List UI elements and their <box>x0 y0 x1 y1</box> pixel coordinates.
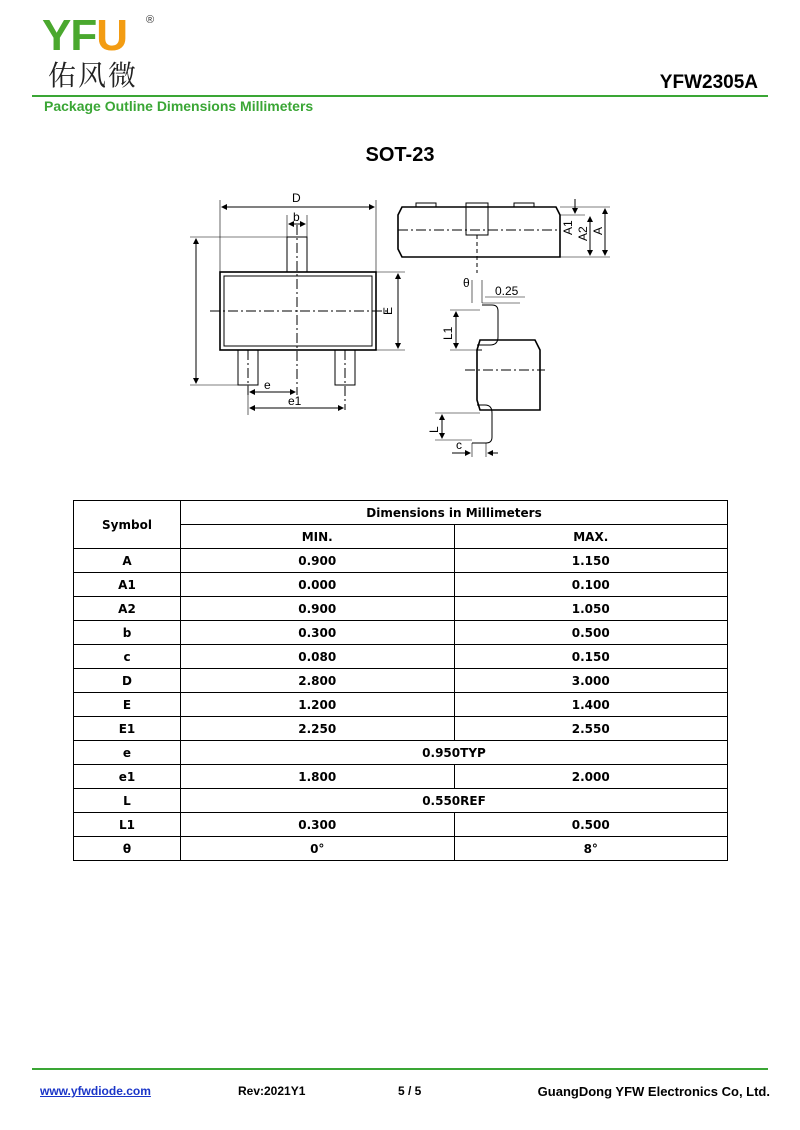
max-header: MAX. <box>454 525 728 549</box>
max-cell: 0.100 <box>454 573 728 597</box>
symbol-cell: A2 <box>74 597 181 621</box>
symbol-header: Symbol <box>74 501 181 549</box>
table-row <box>74 597 728 621</box>
symbol-cell: E1 <box>74 717 181 741</box>
max-cell: 1.050 <box>454 597 728 621</box>
label-gauge: 0.25 <box>495 284 519 298</box>
max-cell: 3.000 <box>454 669 728 693</box>
min-cell: 1.800 <box>181 765 455 789</box>
label-A1: A1 <box>561 220 575 235</box>
company-logo <box>42 11 162 94</box>
end-view-body <box>477 340 540 410</box>
max-cell: 8° <box>454 837 728 861</box>
company-name: GuangDong YFW Electronics Co, Ltd. <box>537 1084 770 1099</box>
symbol-cell: c <box>74 645 181 669</box>
max-cell: 0.150 <box>454 645 728 669</box>
min-cell: 1.200 <box>181 693 455 717</box>
side-view-body <box>398 207 560 257</box>
max-cell: 2.000 <box>454 765 728 789</box>
table-row <box>74 645 728 669</box>
max-cell: 0.500 <box>454 621 728 645</box>
min-cell: 0.900 <box>181 597 455 621</box>
website-link[interactable]: www.yfwdiode.com <box>40 1084 151 1098</box>
symbol-cell: E <box>74 693 181 717</box>
symbol-cell: A <box>74 549 181 573</box>
table-row <box>74 693 728 717</box>
min-cell: 2.250 <box>181 717 455 741</box>
table-row <box>74 717 728 741</box>
min-cell: 2.800 <box>181 669 455 693</box>
package-outline-drawing <box>180 185 620 465</box>
package-title: SOT-23 <box>365 144 435 166</box>
value-cell: 0.950TYP <box>181 741 728 765</box>
registered-mark: ® <box>146 14 155 26</box>
min-header: MIN. <box>181 525 455 549</box>
table-row <box>74 669 728 693</box>
min-cell: 0.300 <box>181 621 455 645</box>
max-cell: 1.150 <box>454 549 728 573</box>
max-cell: 2.550 <box>454 717 728 741</box>
logo-letters: YFU <box>42 11 128 60</box>
section-title: Package Outline Dimensions Millimeters <box>44 98 314 114</box>
table-row <box>74 573 728 597</box>
label-c: c <box>456 438 462 452</box>
revision: Rev:2021Y1 <box>238 1084 306 1098</box>
symbol-cell: e1 <box>74 765 181 789</box>
min-cell: 0.080 <box>181 645 455 669</box>
symbol-cell: A1 <box>74 573 181 597</box>
label-L1: L1 <box>441 326 455 340</box>
symbol-cell: D <box>74 669 181 693</box>
dimensions-table <box>73 500 728 861</box>
table-row <box>74 549 728 573</box>
symbol-cell: e <box>74 741 181 765</box>
min-cell: 0.300 <box>181 813 455 837</box>
symbol-cell: L <box>74 789 181 813</box>
label-A2: A2 <box>576 226 590 241</box>
header-divider <box>32 95 768 97</box>
min-cell: 0.900 <box>181 549 455 573</box>
max-cell: 1.400 <box>454 693 728 717</box>
table-row <box>74 813 728 837</box>
table-row <box>74 789 728 813</box>
symbol-cell: b <box>74 621 181 645</box>
table-row <box>74 741 728 765</box>
symbol-cell: θ <box>74 837 181 861</box>
label-D: D <box>292 191 301 205</box>
table-row <box>74 765 728 789</box>
dimensions-table-body <box>74 549 728 861</box>
symbol-cell: L1 <box>74 813 181 837</box>
label-A: A <box>591 226 605 235</box>
logo-chinese-name: 佑风微 <box>48 59 139 92</box>
max-cell: 0.500 <box>454 813 728 837</box>
label-L: L <box>427 426 441 433</box>
label-b: b <box>293 210 300 224</box>
model-number: YFW2305A <box>659 72 758 93</box>
min-cell: 0° <box>181 837 455 861</box>
label-theta: θ <box>463 276 470 290</box>
label-e1: e1 <box>288 394 302 408</box>
value-cell: 0.550REF <box>181 789 728 813</box>
footer-divider <box>32 1068 768 1070</box>
label-E: E <box>381 306 395 315</box>
page-number: 5 / 5 <box>398 1084 422 1098</box>
label-e: e <box>264 378 271 392</box>
table-row <box>74 837 728 861</box>
min-cell: 0.000 <box>181 573 455 597</box>
top-view-body <box>220 272 376 350</box>
group-header: Dimensions in Millimeters <box>181 501 728 525</box>
table-row <box>74 621 728 645</box>
